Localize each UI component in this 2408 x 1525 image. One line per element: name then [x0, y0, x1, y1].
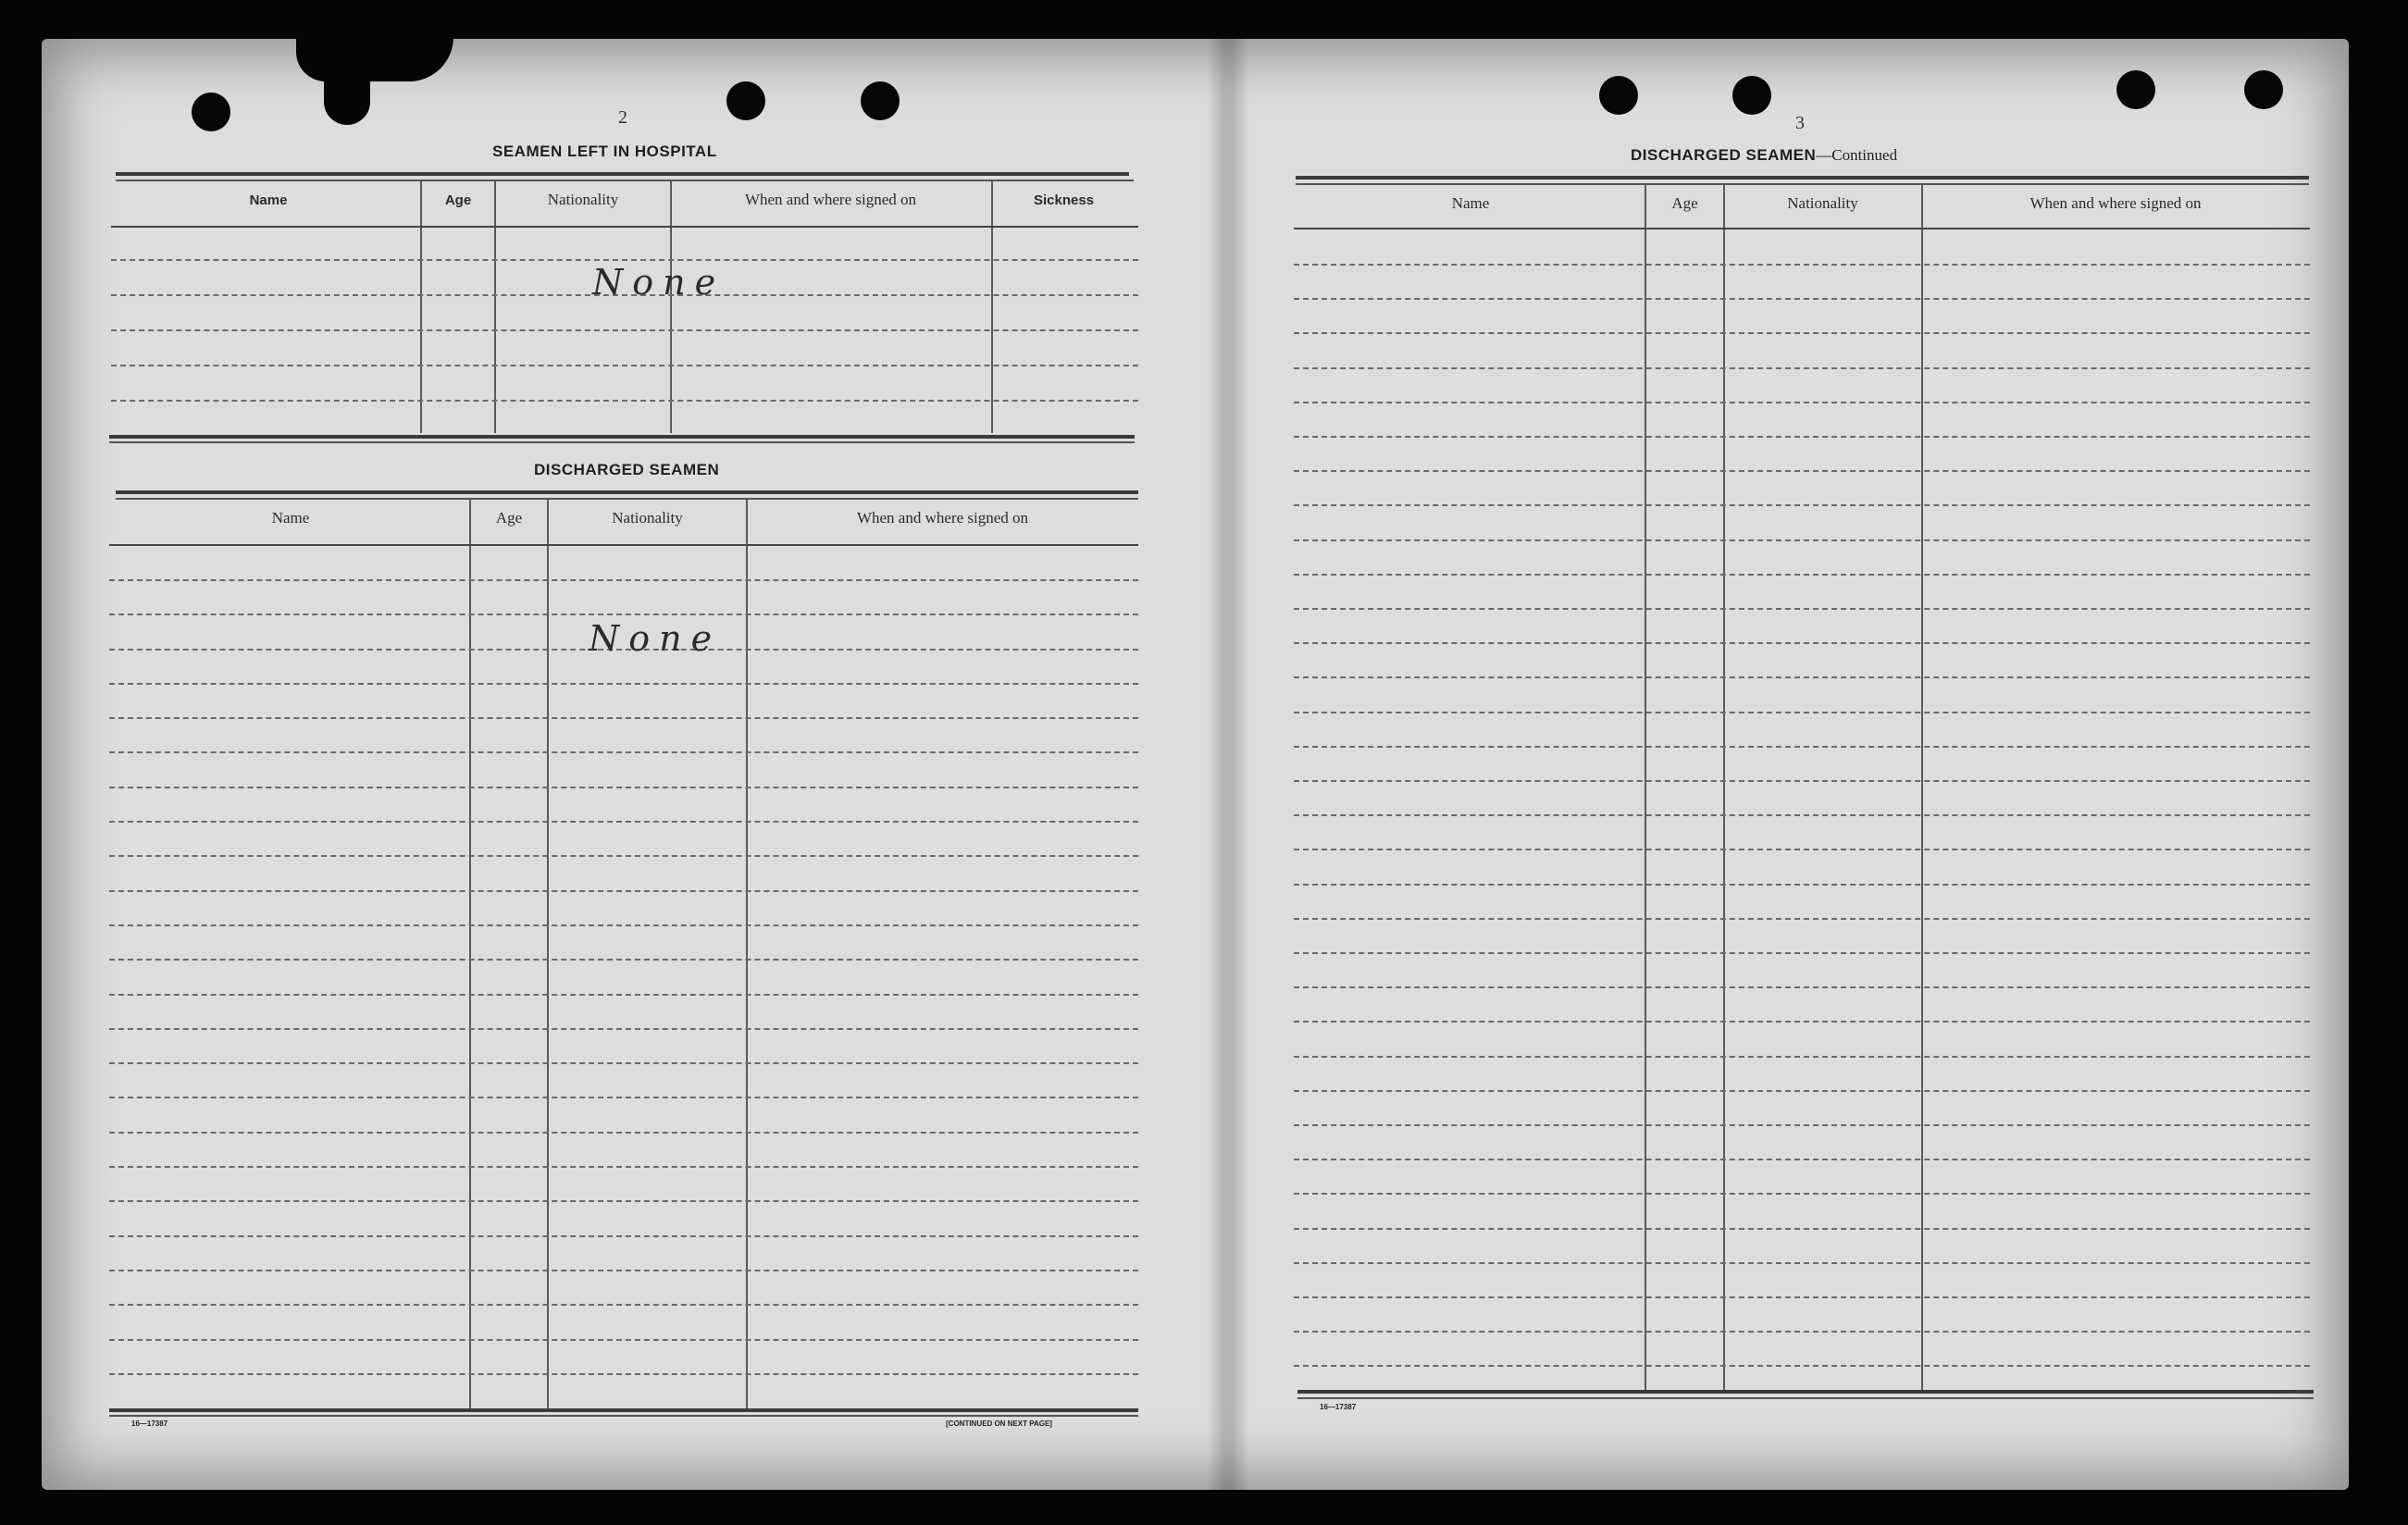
punch-hole: [192, 93, 230, 131]
row-line: [109, 614, 1138, 615]
row-line: [1294, 332, 2310, 334]
handwritten-entry: None: [589, 618, 722, 659]
hospital-top-rule: [116, 172, 1129, 176]
col-header-name: Name: [271, 509, 310, 527]
row-line: [109, 1304, 1138, 1306]
row-line: [1294, 676, 2310, 678]
hospital-bottom-rule-2: [109, 441, 1135, 443]
form-number: 16—17387: [131, 1420, 168, 1428]
row-line: [109, 1200, 1138, 1202]
row-line: [109, 1339, 1138, 1341]
row-line: [1294, 712, 2310, 713]
row-line: [109, 787, 1138, 788]
row-line: [1294, 1056, 2310, 1058]
punch-hole: [1732, 76, 1771, 115]
row-line: [1294, 298, 2310, 300]
col-divider: [469, 500, 471, 1408]
row-line: [1294, 780, 2310, 782]
row-line: [1294, 918, 2310, 920]
row-line: [1294, 1331, 2310, 1333]
col-header-signed-on: When and where signed on: [2029, 194, 2202, 212]
col-divider: [1921, 185, 1923, 1393]
punch-hole: [2116, 70, 2155, 109]
row-line: [1294, 952, 2310, 954]
row-line: [109, 959, 1138, 961]
row-line: [109, 683, 1138, 685]
row-line: [1294, 1296, 2310, 1298]
row-line: [1294, 402, 2310, 403]
right-top-rule: [1296, 176, 2309, 180]
row-line: [1294, 436, 2310, 438]
col-header-signed-on: When and where signed on: [856, 509, 1029, 527]
header-underline: [1294, 228, 2310, 229]
row-line: [1294, 470, 2310, 472]
page-fold: [1207, 39, 1249, 1490]
torn-edge: [296, 37, 453, 81]
form-number: 16—17387: [1320, 1403, 1357, 1411]
row-line: [109, 855, 1138, 857]
right-bottom-rule-2: [1297, 1397, 2314, 1399]
continued-note: [CONTINUED ON NEXT PAGE]: [946, 1420, 1052, 1428]
col-header-age: Age: [495, 509, 523, 527]
row-line: [111, 329, 1138, 331]
title-suffix: —Continued: [1816, 146, 1898, 164]
col-divider: [494, 181, 496, 433]
row-line: [109, 890, 1138, 892]
row-line: [109, 994, 1138, 996]
row-line: [109, 1235, 1138, 1237]
row-line: [109, 1132, 1138, 1134]
row-line: [109, 751, 1138, 753]
row-line: [1294, 1193, 2310, 1195]
row-line: [1294, 1159, 2310, 1160]
row-line: [1294, 367, 2310, 369]
discharged-bottom-rule: [109, 1408, 1138, 1412]
row-line: [1294, 574, 2310, 576]
right-bottom-rule: [1297, 1390, 2314, 1394]
col-divider: [547, 500, 549, 1408]
punch-hole: [2244, 70, 2283, 109]
title-text: DISCHARGED SEAMEN: [1631, 146, 1817, 164]
row-line: [1294, 608, 2310, 610]
col-header-signed-on: When and where signed on: [744, 191, 917, 208]
col-divider: [1723, 185, 1725, 1393]
col-divider: [670, 181, 672, 433]
hospital-top-rule-2: [116, 180, 1134, 181]
col-header-age: Age: [1671, 194, 1698, 212]
page-number: 3: [1795, 113, 1805, 133]
row-line: [1294, 986, 2310, 988]
page-number: 2: [618, 107, 627, 128]
col-header-nationality: Nationality: [612, 509, 683, 527]
row-line: [109, 1097, 1138, 1098]
row-line: [1294, 849, 2310, 850]
discharged-top-rule: [116, 490, 1138, 494]
header-underline: [111, 226, 1138, 228]
row-line: [1294, 504, 2310, 506]
row-line: [109, 821, 1138, 823]
row-line: [111, 259, 1138, 261]
punch-hole: [861, 81, 900, 120]
row-line: [111, 365, 1138, 366]
hospital-bottom-rule: [109, 435, 1135, 439]
col-header-nationality: Nationality: [547, 191, 619, 208]
row-line: [1294, 1228, 2310, 1230]
col-divider: [420, 181, 422, 433]
row-line: [109, 1062, 1138, 1064]
col-divider: [746, 500, 748, 1408]
row-line: [1294, 1021, 2310, 1023]
torn-edge-notch: [324, 65, 370, 125]
row-line: [109, 579, 1138, 581]
row-line: [1294, 539, 2310, 541]
col-header-nationality: Nationality: [1787, 194, 1858, 212]
col-divider: [991, 181, 993, 433]
punch-hole: [726, 81, 765, 120]
punch-hole: [1599, 76, 1638, 115]
col-header-name: Name: [1451, 194, 1490, 212]
row-line: [1294, 746, 2310, 748]
col-header-sickness: Sickness: [1033, 192, 1095, 208]
hospital-section-title: SEAMEN LEFT IN HOSPITAL: [492, 143, 717, 160]
row-line: [1294, 642, 2310, 644]
row-line: [1294, 1124, 2310, 1126]
document-sheet: [42, 39, 2349, 1490]
row-line: [1294, 1262, 2310, 1264]
discharged-continued-title: [1631, 146, 1897, 165]
row-line: [109, 924, 1138, 926]
row-line: [1294, 1090, 2310, 1092]
row-line: [1294, 1365, 2310, 1367]
discharged-bottom-rule-2: [109, 1415, 1138, 1417]
col-divider: [1645, 185, 1646, 1393]
row-line: [1294, 264, 2310, 266]
right-top-rule-2: [1296, 183, 2309, 185]
row-line: [109, 717, 1138, 719]
row-line: [111, 400, 1138, 402]
row-line: [109, 1166, 1138, 1168]
row-line: [109, 1270, 1138, 1271]
row-line: [109, 1028, 1138, 1030]
header-underline: [109, 544, 1138, 546]
row-line: [1294, 814, 2310, 816]
row-line: [1294, 884, 2310, 886]
col-header-age: Age: [444, 192, 472, 208]
discharged-top-rule-2: [116, 498, 1138, 500]
col-header-name: Name: [249, 192, 288, 208]
row-line: [109, 1373, 1138, 1375]
discharged-section-title: DISCHARGED SEAMEN: [534, 461, 720, 478]
handwritten-entry: None: [592, 262, 726, 303]
